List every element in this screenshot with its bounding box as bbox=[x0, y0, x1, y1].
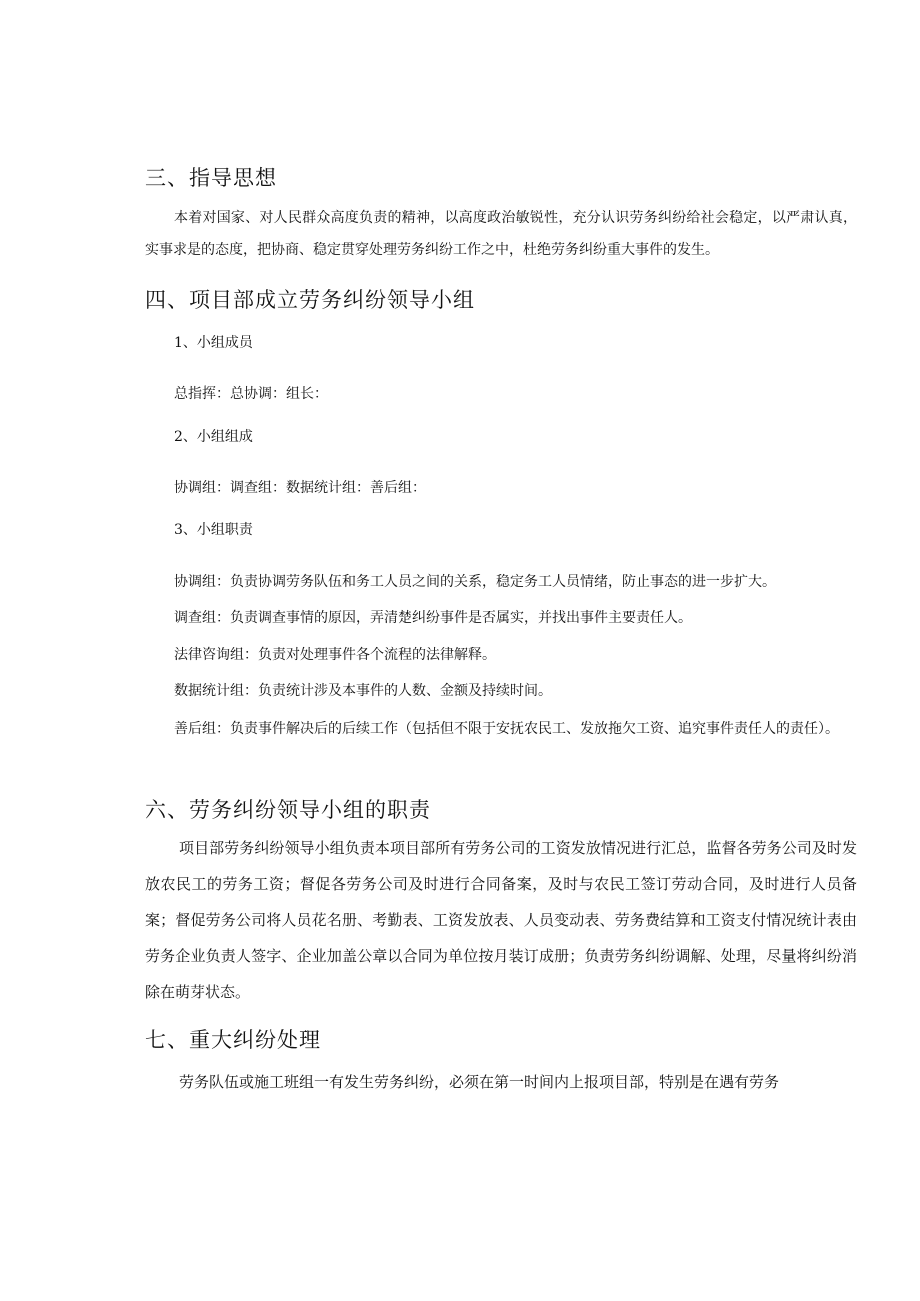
guiding-ideology-paragraph: 本着对国家、对人民群众高度负责的精神，以高度政治敏锐性，充分认识劳务纠纷给社会稳定，以严肃认真，实事求是的态度，把协商、稳定贯穿处理劳务纠纷工作之中，杜绝劳务纠纷重大事件的发生。 bbox=[145, 210, 857, 258]
section-heading-major-disputes: 七、重大纠纷处理 bbox=[145, 1028, 321, 1052]
group-duties-paragraph: 项目部劳务纠纷领导小组负责本项目部所有劳务公司的工资发放情况进行汇总，监督各劳务公司及时发放农民工的劳务工资；督促各劳务公司及时进行合同备案，及时与农民工签订劳动合同，及时进行人员备案；督促劳务公司将人员花名册、考勤表、工资发放表、人员变动表、劳务费结算和工资支付情况统计表由劳务企业负责人签字、企业加盖公章以合同为单位按月装订成册；负责劳务纠纷调解、处理，尽量将纠纷消除在萌芽状态。 bbox=[145, 839, 857, 1001]
duty-statistics: 数据统计组：负责统计涉及本事件的人数、金额及持续时间。 bbox=[174, 683, 552, 699]
item-group-composition: 2、小组组成 bbox=[174, 429, 253, 445]
group-composition-text: 协调组：调查组：数据统计组：善后组： bbox=[174, 480, 426, 496]
duty-coordination: 协调组：负责协调劳务队伍和务工人员之间的关系，稳定务工人员情绪，防止事态的进一步扩大。 bbox=[174, 574, 776, 590]
group-members-text: 总指挥：总协调：组长： bbox=[174, 386, 328, 402]
section-heading-guiding-ideology: 三、指导思想 bbox=[145, 166, 277, 190]
section-heading-leadership-group: 四、项目部成立劳务纠纷领导小组 bbox=[145, 288, 475, 312]
section-heading-group-duties: 六、劳务纠纷领导小组的职责 bbox=[145, 798, 431, 822]
major-disputes-paragraph: 劳务队伍或施工班组一有发生劳务纠纷，必须在第一时间内上报项目部，特别是在遇有劳务 bbox=[179, 1073, 780, 1091]
item-group-members: 1、小组成员 bbox=[174, 335, 253, 351]
item-group-duties: 3、小组职责 bbox=[174, 522, 253, 538]
duty-investigation: 调查组：负责调查事情的原因，弄清楚纠纷事件是否属实，并找出事件主要责任人。 bbox=[174, 610, 692, 626]
duty-legal: 法律咨询组：负责对处理事件各个流程的法律解释。 bbox=[174, 647, 496, 663]
duty-aftermath: 善后组：负责事件解决后的后续工作（包括但不限于安抚农民工、发放拖欠工资、追究事件责任人的责任）。 bbox=[174, 721, 839, 737]
